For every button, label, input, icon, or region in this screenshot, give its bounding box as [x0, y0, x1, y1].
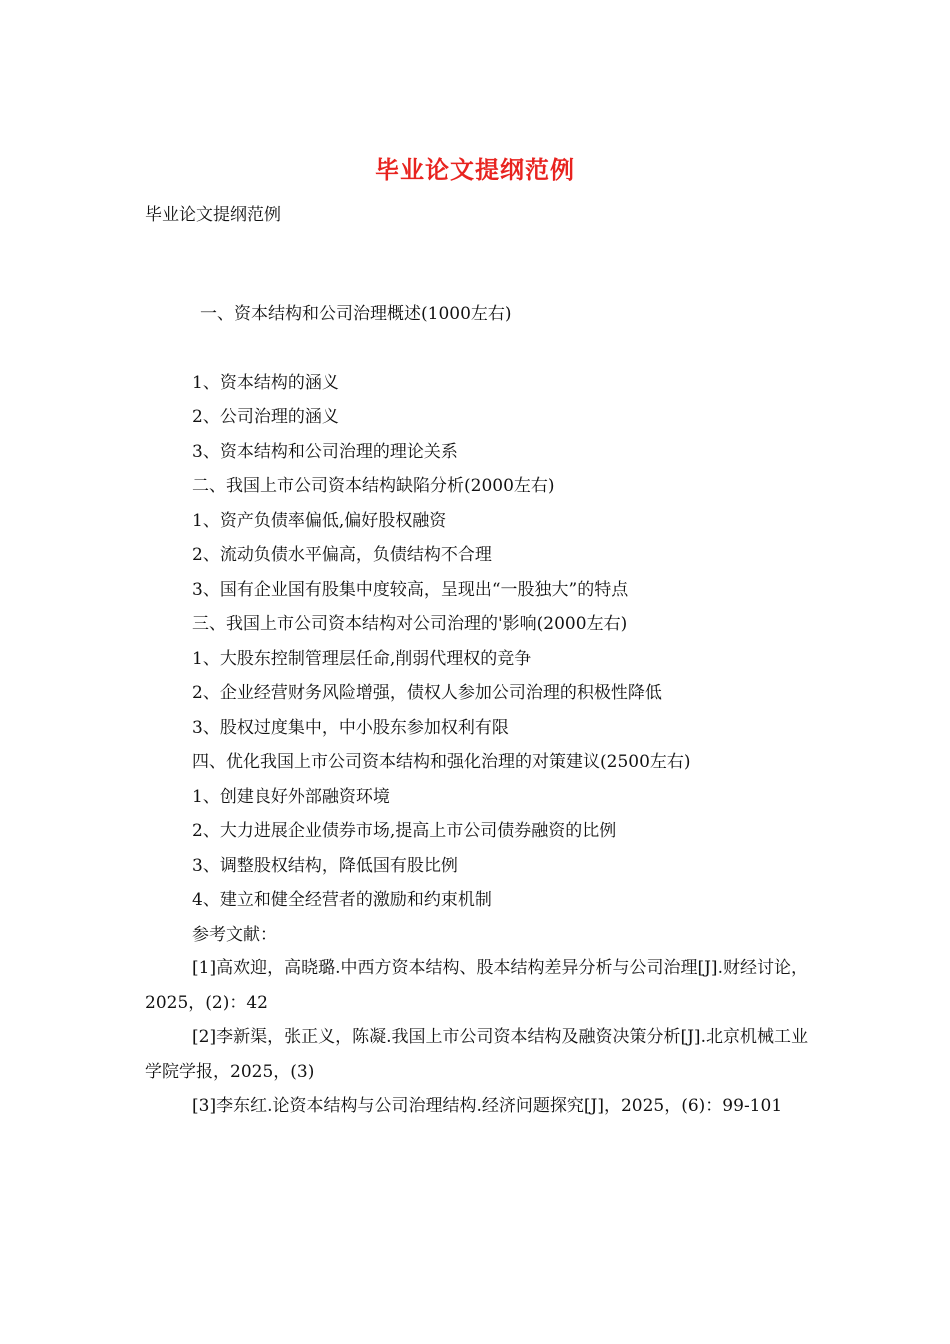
- reference-entry: [3]李东红.论资本结构与公司治理结构.经济问题探究[J]，2025，(6)：99-101: [192, 1096, 783, 1116]
- document-title: 毕业论文提纲范例: [375, 155, 575, 184]
- reference-entry: [2]李新渠，张正义，陈凝.我国上市公司资本结构及融资决策分析[J].北京机械工业学院学报，2025，(3): [145, 1027, 808, 1082]
- outline-item: 3、资本结构和公司治理的理论关系: [192, 442, 458, 462]
- outline-item: 3、国有企业国有股集中度较高，呈现出“一股独大”的特点: [192, 580, 629, 600]
- outline-section-heading: 一、资本结构和公司治理概述(1000左右): [200, 304, 512, 324]
- outline-item: 1、资本结构的涵义: [192, 373, 339, 393]
- outline-section-heading: 三、我国上市公司资本结构对公司治理的'影响(2000左右): [192, 614, 628, 634]
- outline-item: 4、建立和健全经营者的激励和约束机制: [192, 890, 492, 910]
- outline-item: 2、大力进展企业债券市场,提高上市公司债券融资的比例: [192, 821, 617, 841]
- outline-item: 1、资产负债率偏低,偏好股权融资: [192, 511, 447, 531]
- references-heading: 参考文献：: [192, 925, 277, 945]
- outline-item: 2、流动负债水平偏高，负债结构不合理: [192, 545, 492, 565]
- outline-item: 1、大股东控制管理层任命,削弱代理权的竞争: [192, 649, 532, 669]
- outline-item: 2、公司治理的涵义: [192, 407, 339, 427]
- outline-item: 3、调整股权结构，降低国有股比例: [192, 856, 458, 876]
- outline-item: 2、企业经营财务风险增强，债权人参加公司治理的积极性降低: [192, 683, 662, 703]
- outline-section-heading: 二、我国上市公司资本结构缺陷分析(2000左右): [192, 476, 555, 496]
- outline-item: 1、创建良好外部融资环境: [192, 787, 390, 807]
- reference-entry: [1]高欢迎，高晓璐.中西方资本结构、股本结构差异分析与公司治理[J].财经讨论，2025，(2)：42: [145, 958, 808, 1013]
- outline-section-heading: 四、优化我国上市公司资本结构和强化治理的对策建议(2500左右): [192, 752, 691, 772]
- outline-item: 3、股权过度集中，中小股东参加权利有限: [192, 718, 509, 738]
- document-subtitle: 毕业论文提纲范例: [145, 205, 281, 225]
